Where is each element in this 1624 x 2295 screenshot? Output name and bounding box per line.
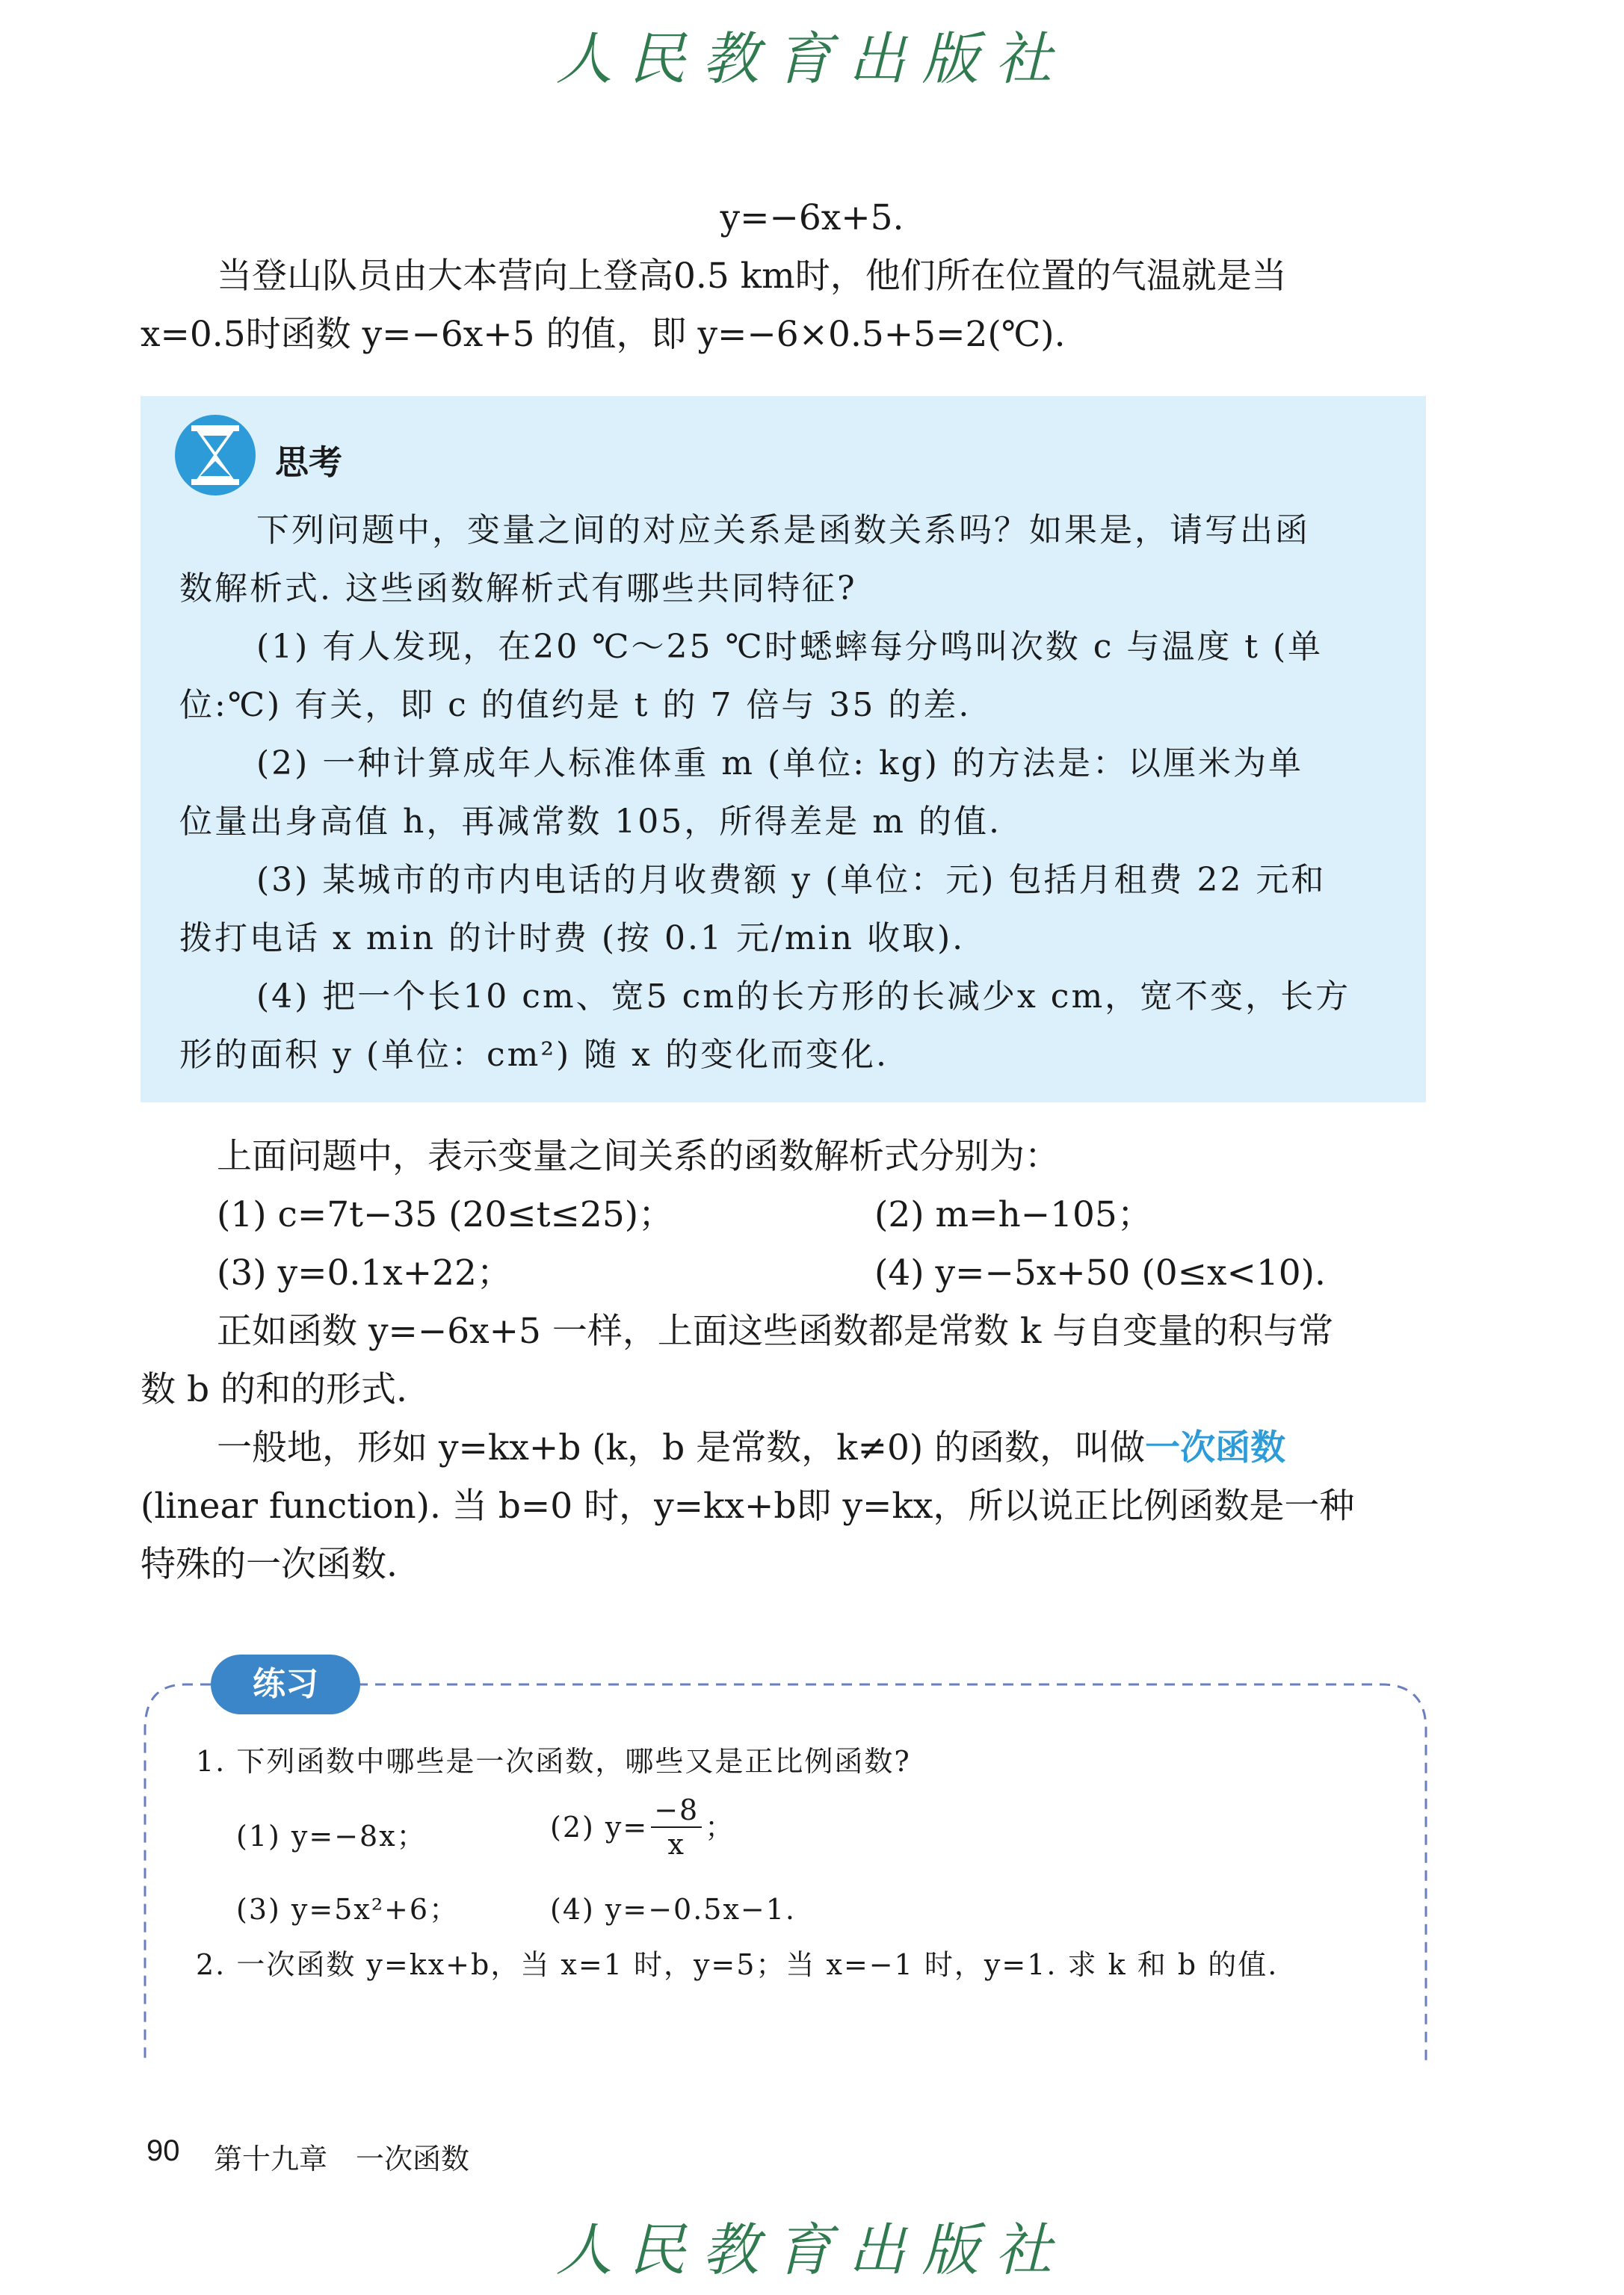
paragraph-line: 正如函数 y=−6x+5 一样，上面这些函数都是常数 k 与自变量的积与常 bbox=[217, 1311, 1334, 1352]
think-question-3: 拨打电话 x min 的计时费 (按 0.1 元/min 收取). bbox=[179, 919, 966, 957]
practice-question-2: 2. 一次函数 y=kx+b，当 x=1 时，y=5；当 x=−1 时，y=1. 求 k 和 b 的值. bbox=[196, 1948, 1279, 1981]
think-question-4: (4) 把一个长10 cm、宽5 cm的长方形的长减少x cm，宽不变，长方 bbox=[256, 977, 1351, 1016]
chapter-title: 第十九章 一次函数 bbox=[214, 2144, 470, 2175]
answer-4: (4) y=−5x+50 (0≤x<10). bbox=[874, 1252, 1326, 1294]
paragraph-line: 特殊的一次函数. bbox=[141, 1544, 398, 1585]
equation-line: y=−6x+5. bbox=[720, 197, 904, 238]
definition-line bbox=[217, 1426, 1285, 1471]
option-2-prefix: (2) y= bbox=[550, 1811, 649, 1844]
think-question-1: 位:℃) 有关，即 c 的值约是 t 的 7 倍与 35 的差. bbox=[179, 686, 972, 724]
practice-option-1: (1) y=−8x； bbox=[236, 1820, 427, 1853]
fraction-denominator: x bbox=[667, 1828, 685, 1861]
paragraph-line: 数 b 的和的形式. bbox=[141, 1369, 407, 1410]
publisher-watermark-bottom: 人民教育出版社 bbox=[555, 2217, 1069, 2283]
think-question-3: (3) 某城市的市内电话的月收费额 y (单位：元) 包括月租费 22 元和 bbox=[256, 861, 1327, 899]
practice-question-1: 1. 下列函数中哪些是一次函数，哪些又是正比例函数? bbox=[196, 1745, 911, 1778]
option-2-suffix: ； bbox=[705, 1811, 735, 1844]
practice-option-2 bbox=[550, 1794, 735, 1861]
key-term-linear-function: 一次函数 bbox=[1145, 1427, 1286, 1468]
think-question-2: 位量出身高值 h，再减常数 105，所得差是 m 的值. bbox=[179, 803, 1001, 841]
think-title: 思考 bbox=[275, 442, 343, 482]
answer-2: (2) m=h−105； bbox=[874, 1194, 1152, 1235]
think-intro-line: 数解析式. 这些函数解析式有哪些共同特征? bbox=[179, 569, 857, 608]
definition-text: 一般地，形如 y=kx+b (k，b 是常数，k≠0) 的函数，叫做 bbox=[217, 1427, 1146, 1468]
think-question-1: (1) 有人发现，在20 ℃～25 ℃时蟋蟀每分鸣叫次数 c 与温度 t (单 bbox=[256, 628, 1324, 666]
think-question-4: 形的面积 y (单位：cm²) 随 x 的变化而变化. bbox=[179, 1036, 889, 1074]
paragraph-line: 当登山队员由大本营向上登高0.5 km时，他们所在位置的气温就是当 bbox=[217, 256, 1287, 297]
hourglass-icon bbox=[173, 413, 257, 497]
think-question-2: (2) 一种计算成年人标准体重 m (单位: kg) 的方法是：以厘米为单 bbox=[256, 744, 1303, 782]
fraction-numerator: −8 bbox=[651, 1794, 702, 1828]
answer-3: (3) y=0.1x+22； bbox=[217, 1252, 512, 1294]
paragraph-line: x=0.5时函数 y=−6x+5 的值，即 y=−6×0.5+5=2(℃). bbox=[141, 314, 1066, 355]
practice-option-4: (4) y=−0.5x−1. bbox=[550, 1893, 797, 1926]
practice-option-3: (3) y=5x²+6； bbox=[236, 1893, 460, 1926]
answers-intro: 上面问题中，表示变量之间关系的函数解析式分别为： bbox=[217, 1136, 1060, 1177]
publisher-watermark-top: 人民教育出版社 bbox=[555, 25, 1069, 92]
fraction bbox=[651, 1794, 702, 1861]
think-intro-line: 下列问题中，变量之间的对应关系是函数关系吗？如果是，请写出函 bbox=[256, 511, 1310, 549]
page-number: 90 bbox=[146, 2134, 180, 2167]
paragraph-line: (linear function). 当 b=0 时，y=kx+b即 y=kx，所以说正比例函数是一种 bbox=[141, 1486, 1355, 1527]
practice-frame bbox=[141, 1674, 1430, 2063]
practice-label: 练习 bbox=[211, 1655, 360, 1714]
answer-1: (1) c=7t−35 (20≤t≤25)； bbox=[217, 1194, 674, 1235]
